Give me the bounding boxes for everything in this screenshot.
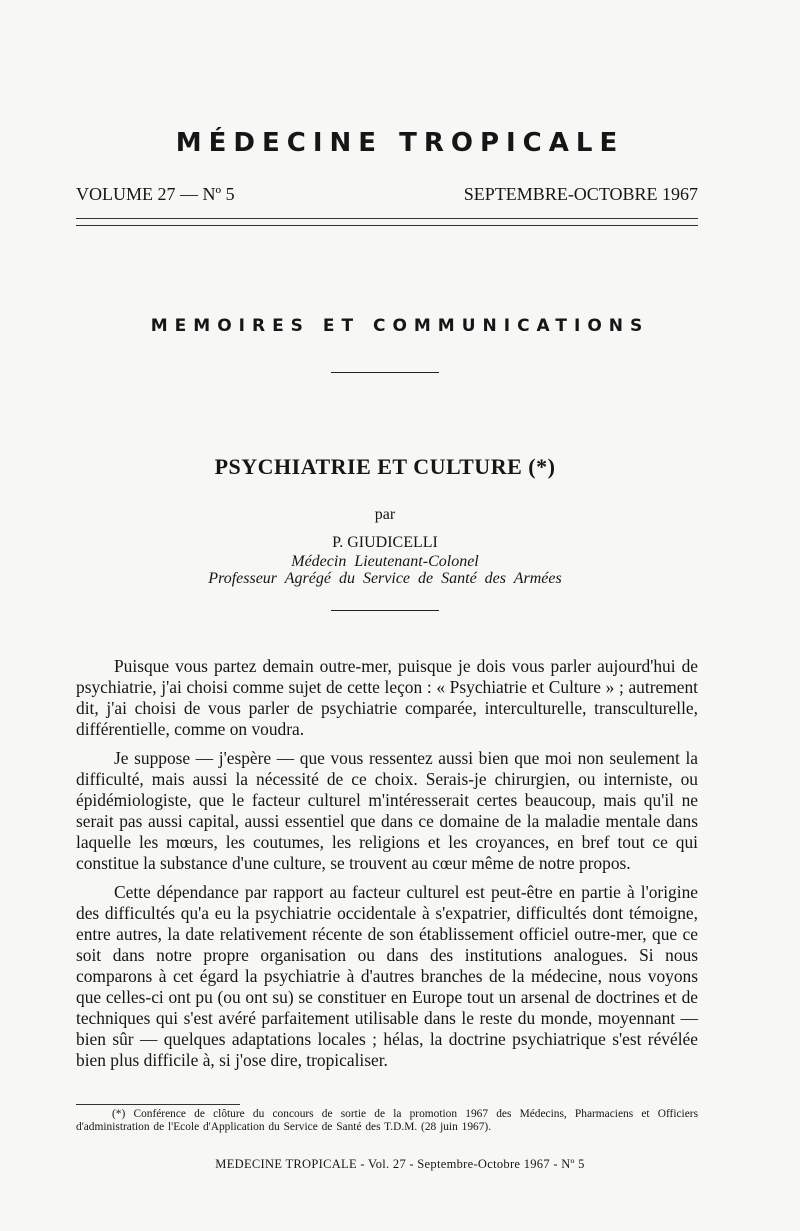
byline-par: par — [374, 506, 396, 523]
footnote: (*) Conférence de clôture du concours de sortie de la promotion 1967 des Médecins, Pharmaciens et Officiers d'administration de l'Ecole d'Application du Service de Santé des T.D.M. (28 juin 1967). — [76, 1108, 698, 1133]
paragraph-2: Je suppose — j'espère — que vous ressentez aussi bien que moi non seulement la difficulté, mais aussi la nécessité de ce choix. Serais-je chirurgien, ou interniste, ou épidémiologiste, que le facteur culturel m'intéresserait certes beaucoup, mais qu'il ne serait pas aussi capital, aussi essentiel que dans ce domaine de la maladie mentale dans laquelle les mœurs, les coutumes, les religions et les croyances, en bref tout ce qui constitue la substance d'une culture, se trouvent au cœur même de notre propos. — [76, 748, 698, 873]
issue-date: SEPTEMBRE-OCTOBRE 1967 — [463, 184, 698, 204]
section-divider — [331, 372, 439, 373]
paragraph-3: Cette dépendance par rapport au facteur culturel est peut-être en partie à l'origine des difficultés qu'a eu la psychiatrie occidentale à s'expatrier, difficultés dont témoigne, entre autres, la date relativement récente de son établissement officiel outre-mer, que ce soit dans notre propre organisation ou dans des institutions analogues. Si nous comparons à cet égard la psychiatrie à d'autres branches de la médecine, nous voyons que celles-ci ont pu (ou ont su) se constituer en Europe tout un arsenal de doctrines et de techniques qui s'est avéré parfaitement utilisable dans le reste du monde, moyennant — bien sûr — quelques adaptations locales ; hélas, la doctrine psychiatrique s'est révélée bien plus difficile à, si j'ose dire, tropicaliser. — [76, 882, 698, 1070]
header-double-rule — [76, 218, 698, 226]
issue-line — [76, 184, 698, 205]
running-footer: MEDECINE TROPICALE - Vol. 27 - Septembre-Octobre 1967 - Nº 5 — [215, 1157, 585, 1171]
footnote-rule — [76, 1104, 240, 1105]
volume-issue: VOLUME 27 — Nº 5 — [76, 184, 235, 204]
author-rank: Médecin Lieutenant-Colonel — [291, 553, 479, 570]
article-body — [76, 656, 698, 1079]
author-position: Professeur Agrégé du Service de Santé des Armées — [208, 570, 562, 587]
byline-divider — [331, 610, 439, 611]
journal-title: MÉDECINE TROPICALE — [175, 128, 625, 158]
article-title: PSYCHIATRIE ET CULTURE (*) — [214, 454, 556, 479]
section-title: MEMOIRES ET COMMUNICATIONS — [150, 316, 650, 336]
paragraph-1: Puisque vous partez demain outre-mer, puisque je dois vous parler aujourd'hui de psychiatrie, j'ai choisi comme sujet de cette leçon : « Psychiatrie et Culture » ; autrement dit, j'ai choisi de vous parler de psychiatrie comparée, interculturelle, transculturelle, différentielle, comme on voudra. — [76, 656, 698, 739]
author-name: P. GIUDICELLI — [332, 534, 438, 551]
